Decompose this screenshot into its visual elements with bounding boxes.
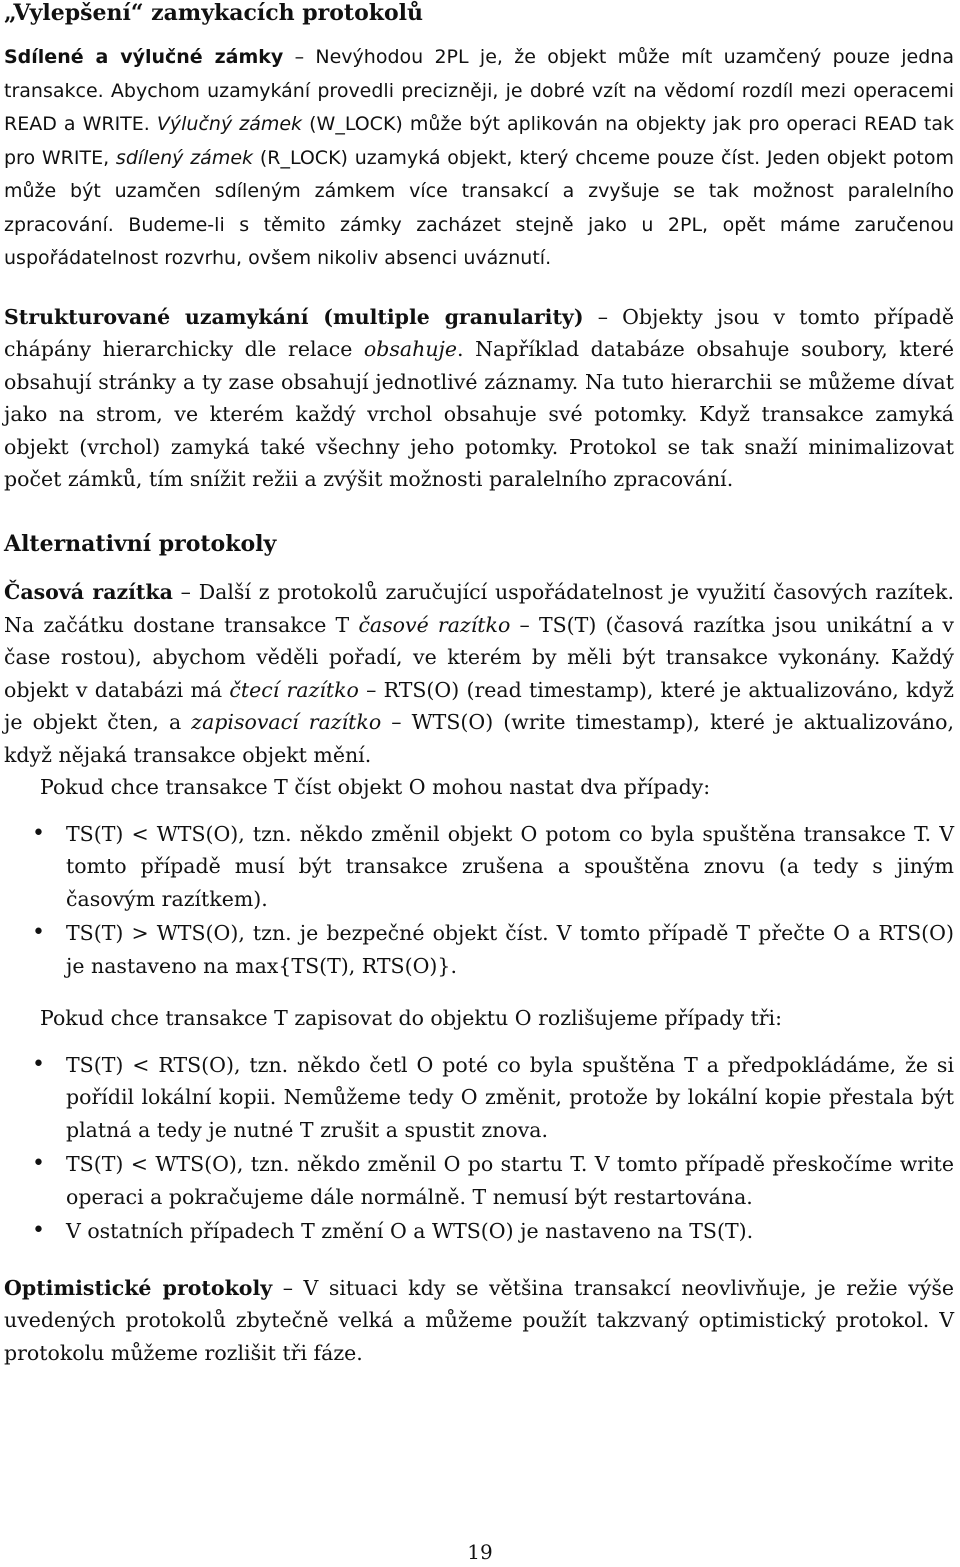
lead-shared-locks: Sdílené a výlučné zámky	[4, 46, 284, 68]
paragraph-shared-locks: Sdílené a výlučné zámky – Nevýhodou 2PL je, že objekt může mít uzamčený pouze jedna transakce. Abychom uzamykání provedli precizněji, je dobré vzít na vědomí rozdíl mezi operacemi READ a WRITE. Výlučný zámek (W_LOCK) může být aplikován na objekty jak pro operaci READ tak pro WRITE, sdílený zámek (R_LOCK) uzamyká objekt, který chceme pouze číst. Jeden objekt potom může být uzamčen sdíleným zámkem více transakcí a zvyšuje se tak možnost paralelního zpracování. Budeme-li s těmito zámky zacházet stejně jako u 2PL, opět máme zaručenou uspořádatelnost rozvrhu, ovšem nikoliv absenci uváznutí.	[4, 46, 954, 269]
paragraph-optimistic: Optimistické protokoly – V situaci kdy se většina transakcí neovlivňuje, je režie výše uvedených protokolů zbytečně velká a můžeme použít takzvaný optimistický protokol. V protokolu můžeme rozlišit tři fáze.	[4, 1275, 954, 1365]
page-number: 19	[467, 1540, 493, 1564]
lead-timestamps: Časová razítka	[4, 580, 173, 604]
list-item: • V ostatních případech T změní O a WTS(O) je nastaveno na TS(T).	[66, 1215, 954, 1248]
write-cases-list	[4, 1049, 954, 1248]
write-intro: Pokud chce transakce T zapisovat do objektu O rozlišujeme případy tři:	[40, 1006, 782, 1030]
lead-multiple-granularity: Strukturované uzamykání (multiple granularity)	[4, 304, 584, 329]
read-intro: Pokud chce transakce T číst objekt O mohou nastat dva případy:	[40, 775, 711, 799]
list-item: • TS(T) < WTS(O), tzn. někdo změnil O po startu T. V tomto případě přeskočíme write operaci a pokračujeme dále normálně. T nemusí být restartována.	[66, 1148, 954, 1213]
subheading-alternative-protocols: Alternativní protokoly	[4, 530, 277, 557]
list-item: • TS(T) < WTS(O), tzn. někdo změnil objekt O potom co byla spuštěna transakce T. V tomto případě musí být transakce zrušena a spouštěna znovu (a tedy s jiným časovým razítkem).	[66, 818, 954, 916]
list-item: • TS(T) > WTS(O), tzn. je bezpečné objekt číst. V tomto případě T přečte O a RTS(O) je nastaveno na max{TS(T), RTS(O)}.	[66, 917, 954, 982]
paragraph-timestamps: Časová razítka – Další z protokolů zaručující uspořádatelnost je využití časových razítek. Na začátku dostane transakce T časové razítko – TS(T) (časová razítka jsou unikátní a v čase rostou), abychom věděli pořadí, ve kterém by měli být transakce vykonány. Každý objekt v databázi má čtecí razítko – RTS(O) (read timestamp), které je aktualizováno, když je objekt čten, a zapisovací razítko – WTS(O) (write timestamp), které je aktualizováno, když nějaká transakce objekt mění.	[4, 580, 954, 767]
read-cases-list	[4, 818, 954, 983]
list-item: • TS(T) < RTS(O), tzn. někdo četl O poté co byla spuštěna T a předpokládáme, že si pořídil lokální kopii. Nemůžeme tedy O změnit, protože by lokální kopie přestala být platná a tedy je nutné T zrušit a spustit znova.	[66, 1049, 954, 1147]
paragraph-multiple-granularity: Strukturované uzamykání (multiple granularity) – Objekty jsou v tomto případě chápány hierarchicky dle relace obsahuje. Například databáze obsahuje soubory, které obsahují stránky a ty zase obsahují jednotlivé záznamy. Na tuto hierarchii se můžeme dívat jako na strom, ve kterém každý vrchol obsahuje své potomky. Když transakce zamyká objekt (vrchol) zamyká také všechny jeho potomky. Protokol se tak snaží minimalizovat počet zámků, tím snížit režii a zvýšit možnosti paralelního zpracování.	[4, 304, 955, 491]
lead-optimistic: Optimistické protokoly	[4, 1275, 273, 1300]
page-title: „Vylepšení“ zamykacích protokolů	[4, 0, 424, 26]
